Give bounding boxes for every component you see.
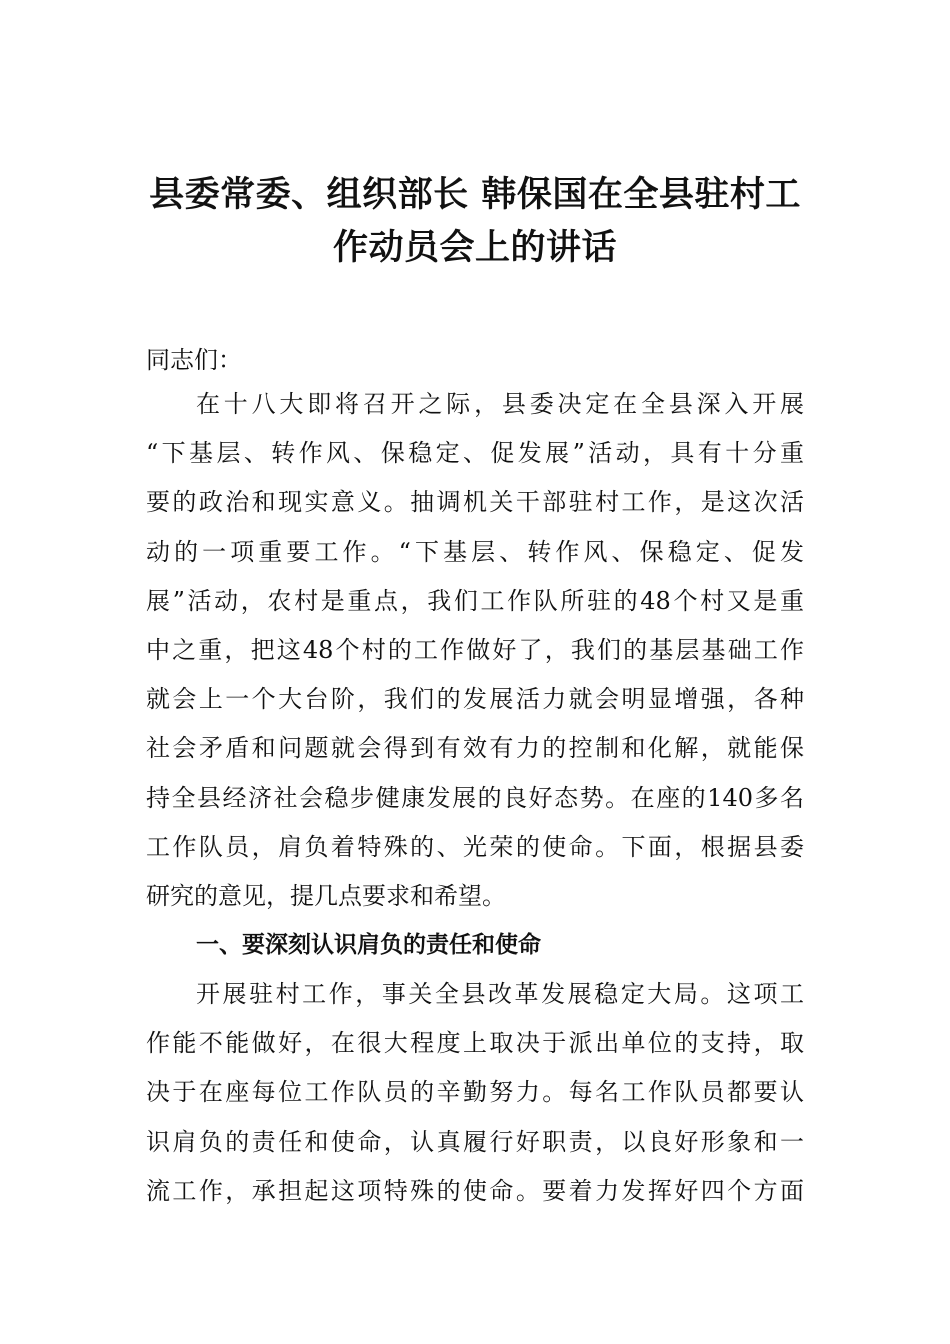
paragraph-line: 就会上一个大台阶，我们的发展活力就会明显增强，各种 [146, 685, 804, 714]
paragraph-line: 工作队员，肩负着特殊的、光荣的使命。下面，根据县委 [146, 832, 804, 861]
paragraph-line: 识肩负的责任和使命，认真履行好职责，以良好形象和一 [146, 1127, 804, 1156]
paragraph-line: 持全县经济社会稳步健康发展的良好态势。在座的140多名 [146, 783, 804, 812]
paragraph-line: 作能不能做好，在很大程度上取决于派出单位的支持，取 [146, 1029, 804, 1058]
paragraph-line: 开展驻村工作，事关全县改革发展稳定大局。这项工 [196, 980, 804, 1008]
section-heading: 一、要深刻认识肩负的责任和使命 [196, 932, 541, 958]
document-title [145, 168, 805, 274]
paragraph-line: “下基层、转作风、保稳定、促发展”活动，具有十分重 [146, 439, 804, 468]
paragraph-line: 中之重，把这48个村的工作做好了，我们的基层基础工作 [146, 636, 804, 665]
title-line: 县委常委、组织部长 韩保国在全县驻村工 [149, 174, 801, 215]
paragraph-line: 展”活动，农村是重点，我们工作队所驻的48个村又是重 [146, 586, 804, 615]
paragraph-line: 动的一项重要工作。“下基层、转作风、保稳定、促发 [146, 537, 804, 566]
paragraph-section-1 [146, 970, 804, 1216]
paragraph-line: 社会矛盾和问题就会得到有效有力的控制和化解，就能保 [146, 734, 804, 763]
paragraph-intro [146, 380, 804, 921]
paragraph-line: 流工作，承担起这项特殊的使命。要着力发挥好四个方面 [146, 1176, 804, 1205]
title-line: 作动员会上的讲话 [332, 227, 617, 268]
paragraph-line: 在十八大即将召开之际，县委决定在全县深入开展 [196, 390, 804, 418]
paragraph-line: 决于在座每位工作队员的辛勤努力。每名工作队员都要认 [146, 1078, 804, 1107]
paragraph-line: 要的政治和现实意义。抽调机关干部驻村工作，是这次活 [146, 488, 804, 517]
paragraph-line: 研究的意见，提几点要求和希望。 [146, 882, 506, 911]
salutation: 同志们： [146, 346, 242, 374]
